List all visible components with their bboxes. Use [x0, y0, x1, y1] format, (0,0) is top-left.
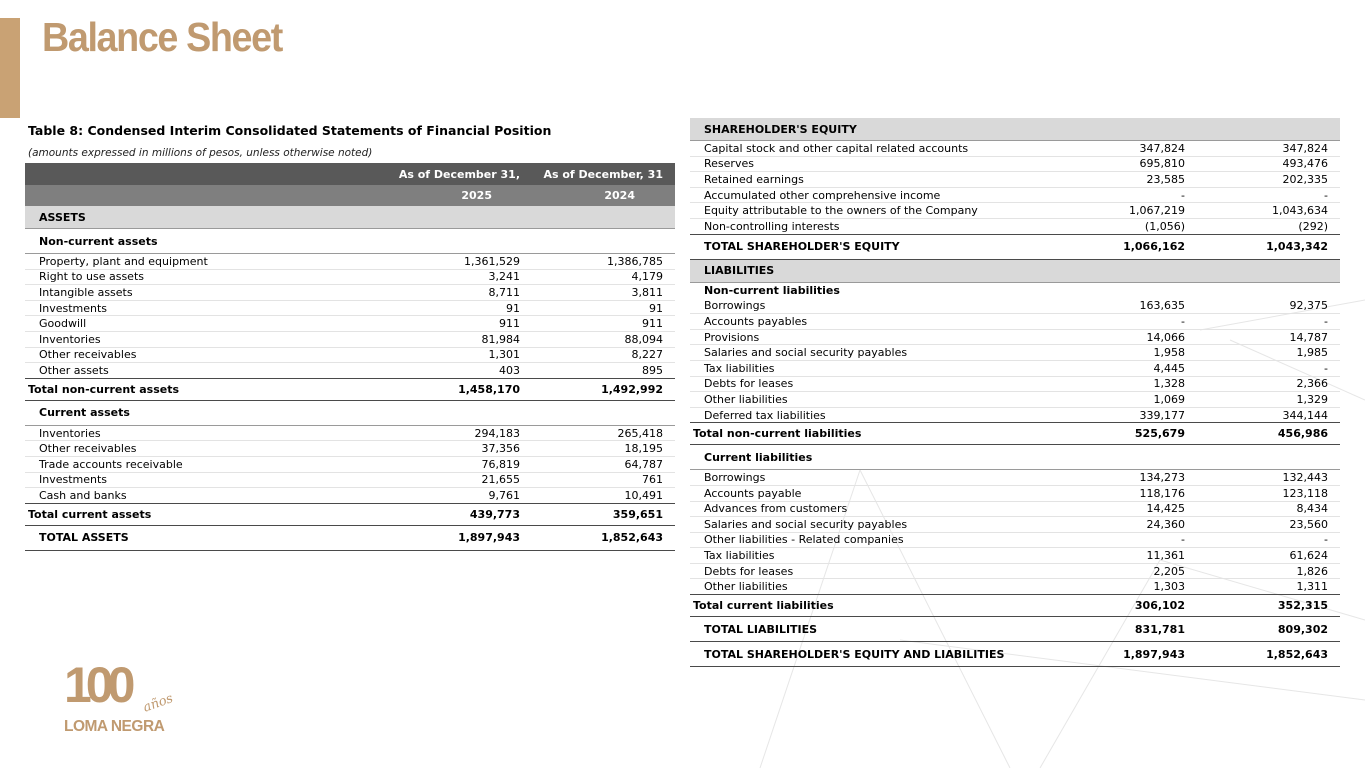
value-2024: 344,144: [1197, 407, 1340, 423]
equity-liabilities-table: [690, 118, 1340, 667]
value-2025: 294,183: [389, 425, 532, 441]
value-2024: 2,366: [1197, 376, 1340, 392]
grand-total-row: TOTAL LIABILITIES 831,781 809,302: [690, 617, 1340, 642]
value-2024: 91: [532, 300, 675, 316]
table-row: [690, 345, 1340, 361]
value-2025: 134,273: [1054, 470, 1197, 486]
value-2025: 14,066: [1054, 329, 1197, 345]
row-label: Capital stock and other capital related accounts: [690, 141, 1054, 157]
table-row: [690, 392, 1340, 408]
row-label: Other receivables: [25, 347, 389, 363]
row-label: Goodwill: [25, 316, 389, 332]
section-header: ASSETS: [25, 206, 675, 229]
table-row: [690, 470, 1340, 486]
table-row: [690, 299, 1340, 314]
subsection-header: Non-current assets: [25, 229, 675, 254]
value-2024: 64,787: [532, 456, 675, 472]
row-label: Provisions: [690, 329, 1054, 345]
value-2025: 403: [389, 363, 532, 379]
value-2024: -: [1197, 187, 1340, 203]
value-2025: 81,984: [389, 331, 532, 347]
value-2024: 3,811: [532, 285, 675, 301]
row-label: Non-controlling interests: [690, 218, 1054, 234]
row-label: Other receivables: [25, 441, 389, 457]
table-row: [25, 285, 675, 301]
value-2024: 347,824: [1197, 141, 1340, 157]
value-2024: 132,443: [1197, 470, 1340, 486]
value-2024: 895: [532, 363, 675, 379]
row-label: Deferred tax liabilities: [690, 407, 1054, 423]
logo-number: 100: [64, 658, 130, 713]
total-row: Total current assets 439,773 359,651: [25, 503, 675, 525]
value-2024: 92,375: [1197, 299, 1340, 314]
row-label: Borrowings: [690, 299, 1054, 314]
row-label: Right to use assets: [25, 269, 389, 285]
value-2025: 37,356: [389, 441, 532, 457]
subsection-header: Non-current liabilities: [704, 284, 840, 298]
value-2024: 123,118: [1197, 485, 1340, 501]
row-label: Tax liabilities: [690, 548, 1054, 564]
table-row: [690, 218, 1340, 234]
row-label: Property, plant and equipment: [25, 254, 389, 270]
value-2024: 202,335: [1197, 172, 1340, 188]
table-row: [690, 579, 1340, 595]
value-2025: 3,241: [389, 269, 532, 285]
row-label: Tax liabilities: [690, 360, 1054, 376]
grand-total-row: TOTAL SHAREHOLDER'S EQUITY AND LIABILITIES 1,897,943 1,852,643: [690, 642, 1340, 667]
row-label: Accounts payable: [690, 485, 1054, 501]
page-title: Balance Sheet: [42, 14, 282, 60]
total-row: Total non-current assets 1,458,170 1,492,992: [25, 378, 675, 400]
value-2025: 8,711: [389, 285, 532, 301]
value-2025: 2,205: [1054, 563, 1197, 579]
value-2025: 163,635: [1054, 299, 1197, 314]
table-row: [690, 407, 1340, 423]
value-2025: -: [1054, 532, 1197, 548]
table-title: Table 8: Condensed Interim Consolidated Statements of Financial Position: [28, 123, 552, 138]
table-row: [690, 172, 1340, 188]
value-2024: 8,227: [532, 347, 675, 363]
table-row: [690, 517, 1340, 533]
table-row: [25, 316, 675, 332]
column-header: As of December, 31: [532, 163, 675, 185]
row-label: Inventories: [25, 425, 389, 441]
column-header: As of December 31,: [389, 163, 532, 185]
subsection-header: Current assets: [25, 400, 675, 425]
value-2024: 1,826: [1197, 563, 1340, 579]
row-label: Retained earnings: [690, 172, 1054, 188]
value-2025: 1,361,529: [389, 254, 532, 270]
value-2025: 23,585: [1054, 172, 1197, 188]
table-row: [25, 269, 675, 285]
row-label: Debts for leases: [690, 376, 1054, 392]
table-row: [25, 456, 675, 472]
table-row: [25, 363, 675, 379]
row-label: Cash and banks: [25, 488, 389, 504]
table-row: [25, 441, 675, 457]
table-row: [25, 254, 675, 270]
subsection-header: Current liabilities: [690, 445, 1340, 470]
table-row: [690, 548, 1340, 564]
value-2024: 18,195: [532, 441, 675, 457]
value-2025: 347,824: [1054, 141, 1197, 157]
row-label: Intangible assets: [25, 285, 389, 301]
value-2024: 8,434: [1197, 501, 1340, 517]
value-2025: 1,069: [1054, 392, 1197, 408]
table-row: [690, 187, 1340, 203]
value-2024: 265,418: [532, 425, 675, 441]
row-label: Accounts payables: [690, 314, 1054, 330]
table-row: [690, 203, 1340, 219]
table-row: [25, 425, 675, 441]
table-row: [25, 488, 675, 504]
year-header: 2024: [532, 185, 675, 206]
value-2025: (1,056): [1054, 218, 1197, 234]
value-2024: 88,094: [532, 331, 675, 347]
grand-total-row: TOTAL ASSETS 1,897,943 1,852,643: [25, 525, 675, 550]
row-label: Other assets: [25, 363, 389, 379]
row-label: Salaries and social security payables: [690, 517, 1054, 533]
logo-script: años: [141, 691, 176, 716]
value-2025: 1,328: [1054, 376, 1197, 392]
value-2024: 61,624: [1197, 548, 1340, 564]
row-label: Trade accounts receivable: [25, 456, 389, 472]
total-row: Total non-current liabilities 525,679 456,986: [690, 423, 1340, 445]
row-label: Inventories: [25, 331, 389, 347]
value-2024: -: [1197, 314, 1340, 330]
table-row: [25, 300, 675, 316]
column-header-row: [25, 163, 675, 185]
value-2024: 23,560: [1197, 517, 1340, 533]
row-label: Equity attributable to the owners of the Company: [690, 203, 1054, 219]
value-2024: 1,985: [1197, 345, 1340, 361]
value-2024: 911: [532, 316, 675, 332]
table-row: [25, 472, 675, 488]
value-2024: (292): [1197, 218, 1340, 234]
value-2025: 14,425: [1054, 501, 1197, 517]
value-2024: 4,179: [532, 269, 675, 285]
value-2024: 761: [532, 472, 675, 488]
value-2025: 9,761: [389, 488, 532, 504]
value-2025: 11,361: [1054, 548, 1197, 564]
table-row: [690, 329, 1340, 345]
value-2024: 1,329: [1197, 392, 1340, 408]
value-2024: -: [1197, 360, 1340, 376]
table-row: [25, 331, 675, 347]
row-label: Investments: [25, 472, 389, 488]
year-header: 2025: [389, 185, 532, 206]
row-label: Salaries and social security payables: [690, 345, 1054, 361]
row-label: Borrowings: [690, 470, 1054, 486]
table-row: [690, 485, 1340, 501]
section-header: SHAREHOLDER'S EQUITY: [690, 118, 1340, 141]
row-label: Other liabilities - Related companies: [690, 532, 1054, 548]
value-2025: 76,819: [389, 456, 532, 472]
table-row: [690, 501, 1340, 517]
value-2025: 4,445: [1054, 360, 1197, 376]
row-label: Accumulated other comprehensive income: [690, 187, 1054, 203]
value-2024: -: [1197, 532, 1340, 548]
year-header-row: [25, 185, 675, 206]
total-row: TOTAL SHAREHOLDER'S EQUITY 1,066,162 1,043,342: [690, 234, 1340, 259]
value-2025: 1,067,219: [1054, 203, 1197, 219]
value-2025: 118,176: [1054, 485, 1197, 501]
value-2025: 1,301: [389, 347, 532, 363]
table-row: [690, 314, 1340, 330]
accent-bar: [0, 18, 20, 118]
table-row: [690, 376, 1340, 392]
table-row: [690, 156, 1340, 172]
value-2024: 1,386,785: [532, 254, 675, 270]
value-2025: -: [1054, 187, 1197, 203]
table-row: [25, 347, 675, 363]
row-label: Other liabilities: [690, 579, 1054, 595]
assets-table: [25, 163, 675, 551]
value-2025: 1,303: [1054, 579, 1197, 595]
value-2024: 10,491: [532, 488, 675, 504]
value-2024: 493,476: [1197, 156, 1340, 172]
value-2025: -: [1054, 314, 1197, 330]
logo-name: LOMA NEGRA: [64, 718, 165, 735]
total-row: Total current liabilities 306,102 352,315: [690, 595, 1340, 617]
section-header: LIABILITIES: [690, 259, 1340, 282]
table-row: [690, 532, 1340, 548]
value-2024: 14,787: [1197, 329, 1340, 345]
table-row: [690, 360, 1340, 376]
row-label: Advances from customers: [690, 501, 1054, 517]
row-label: Other liabilities: [690, 392, 1054, 408]
value-2025: 695,810: [1054, 156, 1197, 172]
row-label: Reserves: [690, 156, 1054, 172]
value-2024: 1,311: [1197, 579, 1340, 595]
loma-negra-100-logo: [64, 658, 184, 738]
value-2025: 1,958: [1054, 345, 1197, 361]
row-label: Investments: [25, 300, 389, 316]
value-2025: 24,360: [1054, 517, 1197, 533]
value-2025: 91: [389, 300, 532, 316]
value-2025: 911: [389, 316, 532, 332]
table-row: [690, 141, 1340, 157]
value-2024: 1,043,634: [1197, 203, 1340, 219]
value-2025: 21,655: [389, 472, 532, 488]
table-subtitle: (amounts expressed in millions of pesos, unless otherwise noted): [28, 147, 373, 159]
value-2025: 339,177: [1054, 407, 1197, 423]
table-row: [690, 563, 1340, 579]
row-label: Debts for leases: [690, 563, 1054, 579]
